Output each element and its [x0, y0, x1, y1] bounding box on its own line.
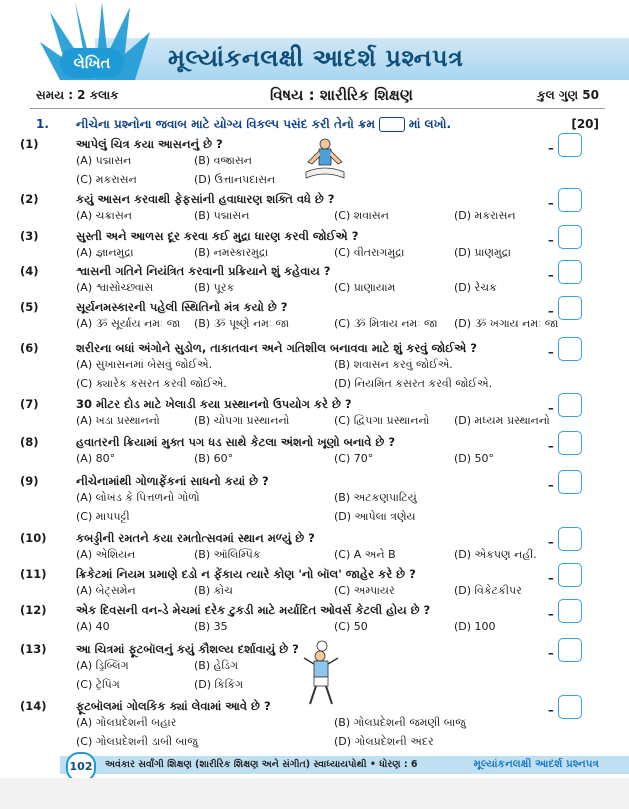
option-d: (D) મધ્યમ પ્રસ્થાનનો: [454, 414, 550, 427]
option-b: (B) ઑલિમ્પિક: [194, 548, 261, 561]
option-d: (D) નિયમિત કસરત કરવી જોઈએ.: [334, 377, 493, 390]
question-text: નીચેનામાંથી ગોળાફેંકનાં સાધનો કયાં છે ?: [76, 474, 269, 488]
option-b: (B) ગોલપ્રદેશની જમણી બાજુ: [334, 716, 466, 729]
answer-dash: –: [548, 535, 554, 549]
answer-box[interactable]: [558, 393, 582, 417]
question-text: શરીરના બધાં અંગોને સુડોળ, તાકાતવાન અને ગતિશીલ બનાવવા માટે શું કરવું જોઈએ ?: [76, 341, 477, 355]
option-d: (D) ૐ ખગાય નમઃ જા: [454, 317, 559, 330]
option-a: (A) ચક્રાસન: [76, 209, 132, 222]
answer-box[interactable]: [558, 296, 582, 320]
option-c: (C) વીતરાગમુદ્રા: [334, 246, 405, 259]
option-a: (A) જ્ઞાનમુદ્રા: [76, 246, 134, 259]
question-number: (2): [20, 192, 39, 206]
option-d: (D) પ્રાણમુદ્રા: [454, 246, 511, 259]
question-number: (5): [20, 300, 39, 314]
option-a: (A) લોખંડ કે પિત્તળનો ગોળો: [76, 491, 200, 504]
option-b: (B) કોચ: [194, 584, 233, 597]
option-d: (D) એકપણ નહીં.: [454, 548, 537, 561]
option-a: (A) ડ્રિબ્લિંગ: [76, 659, 129, 672]
question-number: (10): [20, 531, 47, 545]
option-a: (A) ખડા પ્રસ્થાનનો: [76, 414, 160, 427]
option-b: (B) પૂરક: [194, 281, 235, 294]
answer-box[interactable]: [558, 527, 582, 551]
option-d: (D) આપેલા ત્રણેય: [334, 510, 416, 523]
question-text: આપેલું ચિત્ર કયા આસનનું છે ?: [76, 137, 223, 151]
option-a: (A) એશિયન: [76, 548, 136, 561]
section-instruction: [36, 117, 599, 135]
option-c: (C) ૐ મિત્રાય નમઃ જા: [334, 317, 438, 330]
written-badge: લેખિત: [60, 48, 124, 78]
answer-dash: –: [548, 345, 554, 359]
answer-dash: –: [548, 141, 554, 155]
answer-box[interactable]: [558, 188, 582, 212]
option-b: (B) ચોપગા પ્રસ્થાનનો: [194, 414, 290, 427]
question-number: (13): [20, 642, 47, 656]
option-c: (C) ગોલપ્રદેશની ડાબી બાજુ: [76, 735, 198, 748]
page-header: [0, 0, 629, 80]
option-a: (A) 40: [76, 620, 110, 633]
answer-dash: –: [548, 646, 554, 660]
option-d: (D) ગોલપ્રદેશની અંદર: [334, 735, 434, 748]
answer-box[interactable]: [558, 133, 582, 157]
option-a: (A) સુખાસનમાં બેસવું જોઈએ.: [76, 358, 213, 371]
answer-box[interactable]: [558, 695, 582, 719]
instruction-part-1: નીચેના પ્રશ્નોના જવાબ માટે યોગ્ય વિકલ્પ પસંદ કરી તેનો ક્રમ: [76, 117, 375, 131]
option-c: (C) શવાસન: [334, 209, 389, 222]
question-number: (7): [20, 397, 39, 411]
question-text: આ ચિત્રમાં ફૂટબૉલનું કયું કૌશલ્ય દર્શાવાયું છે ?: [76, 642, 299, 656]
question-number: (1): [20, 137, 39, 151]
answer-dash: –: [548, 304, 554, 318]
section-text: [76, 117, 451, 132]
answer-box[interactable]: [558, 337, 582, 361]
answer-box[interactable]: [558, 470, 582, 494]
question-text: એક દિવસની વન-ડે મેચમાં દરેક ટુકડી માટે મર્યાદિત ઓવર્સ કેટલી હોય છે ?: [76, 603, 431, 617]
option-a: (A) શ્વાસોચ્છ્વાસ: [76, 281, 154, 294]
option-d: (D) વિકેટકીપર: [454, 584, 522, 597]
page-footer: [0, 752, 629, 776]
question-number: (4): [20, 264, 39, 278]
answer-dash: –: [548, 268, 554, 282]
option-c: (C) પ્રાણાયામ: [334, 281, 396, 294]
answer-box[interactable]: [558, 225, 582, 249]
question-text: હવાતરની ક્રિયામાં મુક્ત પગ ધડ સાથે કેટલા અંશનો ખૂણો બનાવે છે ?: [76, 435, 395, 449]
answer-dash: –: [548, 233, 554, 247]
question-text: શ્વાસની ગતિને નિયંત્રિત કરવાની પ્રક્રિયાને શું કહેવાય ?: [76, 264, 331, 278]
question-text: કબડ્ડીની રમતને કયા રમતોત્સવમાં સ્થાન મળ્યું છે ?: [76, 531, 315, 545]
option-b: (B) વજ્રાસન: [194, 154, 253, 167]
option-a: (A) ૐ સૂર્યાય નમઃ જા: [76, 317, 181, 330]
answer-dash: –: [548, 607, 554, 621]
option-c: (C) માપપટ્ટી: [76, 510, 130, 523]
option-c: (C) અમ્પાયર: [334, 584, 395, 597]
option-d: (D) કિકિંગ: [194, 678, 244, 691]
option-b: (B) પદ્માસન: [194, 209, 250, 222]
padmasana-illustration: [300, 136, 350, 182]
option-c: (C) 70°: [334, 452, 374, 465]
option-c: (C) દ્વિપગા પ્રસ્થાનનો: [334, 414, 430, 427]
question-text: ક્રિકેટમાં નિયમ પ્રમાણે દડો ન ફેંકાય ત્યારે કોણ 'નો બૉલ' જાહેર કરે છે ?: [76, 567, 416, 581]
question-number: (11): [20, 567, 47, 581]
footer-paper-title: મૂલ્યાંકનલક્ષી આદર્શ પ્રશ્નપત્ર: [473, 758, 599, 770]
exam-meta: [30, 86, 605, 109]
option-b: (B) 60°: [194, 452, 234, 465]
exam-time: સમય : 2 કલાક: [36, 88, 119, 102]
answer-dash: –: [548, 571, 554, 585]
footer-book-title: અવંકાર સર્વાંગી શિક્ષણ (શારીરિક શિક્ષણ અને સંગીત) સ્વાધ્યાયપોથી • ધોરણ : 6: [105, 759, 418, 770]
option-a: (A) બેટ્સમેન: [76, 584, 136, 597]
option-d: (D) રેચક: [454, 281, 497, 294]
option-a: (A) 80°: [76, 452, 116, 465]
option-b: (B) નમસ્કારમુદ્રા: [194, 246, 269, 259]
answer-box[interactable]: [558, 599, 582, 623]
option-c: (C) ક્યારેક કસરત કરવી જોઈએ.: [76, 377, 227, 390]
page-title: મૂલ્યાંકનલક્ષી આદર્શ પ્રશ્નપત્ર: [168, 44, 464, 72]
section-number: 1.: [36, 117, 49, 131]
answer-dash: –: [548, 439, 554, 453]
question-text: સૂર્યનમસ્કારની પહેલી સ્થિતિનો મંત્ર કયો છે ?: [76, 300, 288, 314]
option-b: (B) 35: [194, 620, 228, 633]
question-text: સુસ્તી અને આળસ દૂર કરવા કઈ મુદ્રા ધારણ કરવી જોઈએ ?: [76, 229, 359, 243]
option-a: (A) ગોલપ્રદેશની બહાર: [76, 716, 177, 729]
option-c: (C) 50: [334, 620, 368, 633]
option-d: (D) મકરાસન: [454, 209, 516, 222]
question-number: (9): [20, 474, 39, 488]
answer-dash: –: [548, 703, 554, 717]
option-b: (B) અટકણપાટિયું: [334, 491, 417, 504]
option-d: (D) 100: [454, 620, 496, 633]
question-number: (12): [20, 603, 47, 617]
answer-box[interactable]: [558, 563, 582, 587]
football-heading-illustration: [300, 640, 344, 710]
option-c: (C) મકરાસન: [76, 173, 137, 186]
option-c: (C) A અને B: [334, 548, 396, 561]
question-number: (14): [20, 699, 47, 713]
option-b: (B) શવાસન કરવું જોઈએ.: [334, 358, 453, 371]
section-marks: [20]: [571, 117, 599, 131]
option-c: (C) ટ્રેપિંગ: [76, 678, 120, 691]
answer-box[interactable]: [558, 260, 582, 284]
answer-box-sample: [379, 117, 405, 132]
question-number: (8): [20, 435, 39, 449]
question-text: 30 મીટર દોડ માટે ખેલાડી કયા પ્રસ્થાનનો ઉપયોગ કરે છે ?: [76, 397, 352, 411]
bottom-margin: [0, 778, 629, 809]
answer-box[interactable]: [558, 638, 582, 662]
answer-dash: –: [548, 196, 554, 210]
question-number: (6): [20, 341, 39, 355]
exam-subject: વિષય : શારીરિક શિક્ષણ: [270, 86, 414, 104]
page-number: 102: [66, 752, 96, 782]
option-d: (D) ઉત્તાનપદાસન: [194, 173, 276, 186]
option-a: (A) પદ્માસન: [76, 154, 132, 167]
question-text: ફૂટબૉલમાં ગોલકિક ક્યાં લેવામાં આવે છે ?: [76, 699, 271, 713]
question-number: (3): [20, 229, 39, 243]
option-d: (D) 50°: [454, 452, 495, 465]
instruction-part-2: માં લખો.: [408, 117, 452, 131]
answer-dash: –: [548, 401, 554, 415]
answer-dash: –: [548, 478, 554, 492]
question-text: કયું આસન કરવાથી ફેફસાંની હવાધારણ શક્તિ વધે છે ?: [76, 192, 335, 206]
answer-box[interactable]: [558, 431, 582, 455]
exam-total-marks: કુલ ગુણ 50: [537, 88, 599, 102]
option-b: (B) ૐ પૂષ્ણે નમઃ જા: [194, 317, 290, 330]
option-b: (B) હેડિંગ: [194, 659, 239, 672]
